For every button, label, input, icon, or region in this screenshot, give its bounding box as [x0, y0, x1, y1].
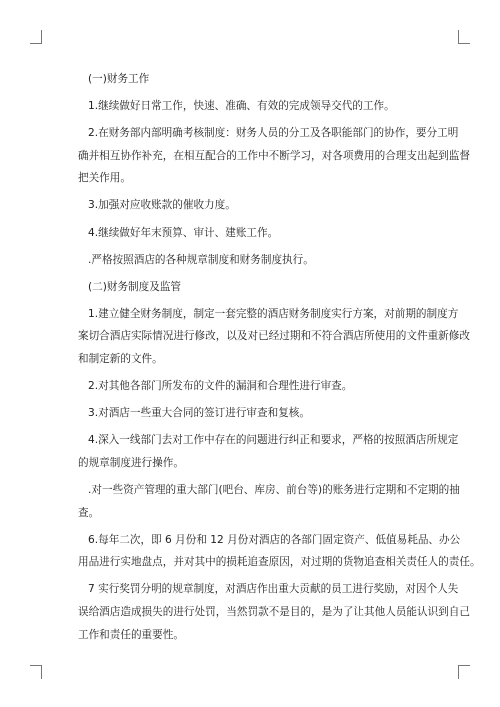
paragraph-line: 案切合酒店实际情况进行修改，以及对已经过期和不符合酒店所使用的文件重新修改: [78, 330, 470, 343]
paragraph-line: 确并相互协作补充，在相互配合的工作中不断学习，对各项费用的合理支出起到监督: [78, 149, 470, 162]
document-body: [78, 68, 481, 651]
paragraph-line: 6.每年二次，即 6 月份和 12 月份对酒店的各部门固定资产、低值易耗品、办公: [88, 533, 461, 546]
paragraph-line: 的规章制度进行操作。: [78, 456, 184, 469]
paragraph-p5: [78, 249, 426, 272]
paragraph-h2: [78, 276, 426, 299]
paragraph-p6: [78, 303, 470, 371]
paragraph-line: 1.建立健全财务制度，制定一套完整的酒店财务制度实行方案，对前期的制度方: [88, 307, 459, 320]
paragraph-line: 3.对酒店一些重大合同的签订进行审查和复核。: [88, 407, 310, 420]
crop-mark-bottom-left: [30, 665, 42, 679]
paragraph-h1: [78, 68, 426, 91]
paragraph-line: .严格按照酒店的各种规章制度和财务制度执行。: [88, 253, 314, 266]
paragraph-line: 3.加强对应收账款的催收力度。: [88, 199, 236, 212]
paragraph-line: 工作和责任的重要性。: [78, 628, 184, 641]
paragraph-line: 把关作用。: [78, 172, 131, 185]
paragraph-p1: [78, 95, 426, 118]
paragraph-line: 查。: [78, 506, 100, 519]
paragraph-line: 用品进行实地盘点，并对其中的损耗追查原因，对过期的货物追查相关责任人的责任。: [78, 556, 481, 569]
paragraph-p7: [78, 375, 426, 398]
crop-mark-bottom-right: [458, 665, 470, 679]
paragraph-p4: [78, 222, 426, 245]
paragraph-p2: [78, 122, 470, 190]
paragraph-line: 1.继续做好日常工作，快速、准确、有效的完成领导交代的工作。: [88, 100, 395, 113]
paragraph-line: 和制定新的文件。: [78, 353, 163, 366]
paragraph-line: 2.对其他各部门所发布的文件的漏洞和合理性进行审查。: [88, 380, 353, 393]
paragraph-line: .对一些资产管理的重大部门(吧台、库房、前台等)的账务进行定期和不定期的抽: [88, 484, 460, 496]
crop-mark-top-right: [458, 30, 470, 44]
paragraph-line: (一)财务工作: [88, 73, 150, 85]
paragraph-line: 4.继续做好年末预算、审计、建账工作。: [88, 226, 279, 239]
crop-mark-top-left: [30, 30, 42, 44]
paragraph-line: (二)财务制度及监管: [88, 280, 182, 293]
paragraph-p9: [78, 429, 459, 474]
paragraph-p11: [78, 529, 481, 574]
paragraph-p12: [78, 578, 470, 646]
paragraph-line: 2.在财务部内部明确考核制度：财务人员的分工及各职能部门的协作，要分工明: [88, 127, 459, 140]
paragraph-line: 4.深入一线部门去对工作中存在的问题进行纠正和要求，严格的按照酒店所规定: [88, 434, 459, 447]
paragraph-line: 7 实行奖罚分明的规章制度，对酒店作出重大贡献的员工进行奖励，对因个人失: [88, 583, 459, 596]
paragraph-line: 误给酒店造成损失的进行处罚，当然罚款不是目的，是为了让其他人员能认识到自己: [78, 605, 470, 618]
paragraph-p3: [78, 194, 426, 217]
paragraph-p10: [78, 479, 460, 524]
paragraph-p8: [78, 402, 426, 425]
